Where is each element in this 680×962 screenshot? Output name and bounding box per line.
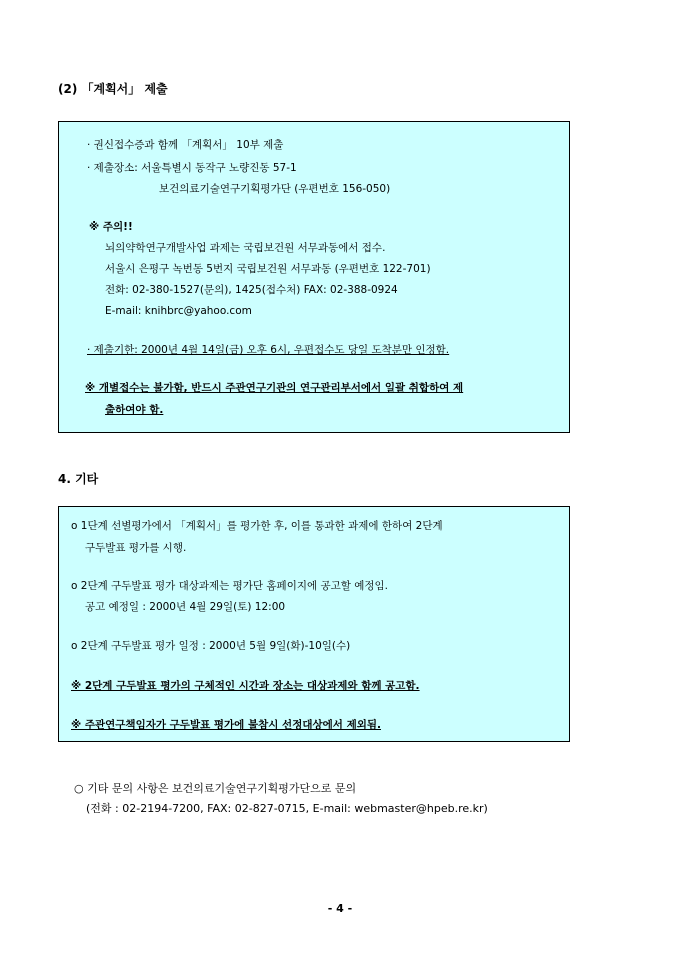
page-number: - 4 - (327, 902, 353, 915)
notice-line: 전화: 02-380-1527(문의), 1425(접수처) FAX: 02-388-0924 (105, 284, 398, 296)
plan-item-location-detail: 보건의료기술연구기획평가단 (우편번호 156-050) (159, 183, 391, 195)
plan-submission-box (58, 121, 570, 433)
etc-item: o 2단계 구두발표 평가 일정 : 2000년 5월 9일(화)-10일(수) (71, 640, 351, 652)
etc-item-cont: 공고 예정일 : 2000년 4월 29일(토) 12:00 (85, 601, 286, 613)
section-etc-heading: 4. 기타 (58, 472, 99, 486)
notice-line: 뇌의약학연구개발사업 과제는 국립보건원 서무과동에서 접수. (105, 242, 386, 254)
notice-email: E-mail: knihbrc@yahoo.com (105, 305, 252, 317)
etc-box (58, 506, 570, 742)
etc-item: o 1단계 선별평가에서 「계획서」를 평가한 후, 이를 통과한 과제에 한하여 2단계 (71, 520, 443, 532)
etc-note: ※ 주관연구책임자가 구두발표 평가에 불참시 선정대상에서 제외됨. (71, 719, 381, 731)
section-plan-heading: (2) 「계획서」 제출 (58, 82, 168, 96)
plan-deadline: · 제출기한: 2000년 4월 14일(금) 오후 6시, 우편접수도 당일 도착분만 인정함. (87, 344, 450, 356)
notice-line: 서울시 은평구 녹번동 5번지 국립보건원 서무과동 (우편번호 122-701) (105, 263, 431, 275)
plan-warning-cont: 출하여야 함. (105, 404, 164, 416)
notice-title: ※ 주의!! (89, 221, 133, 233)
etc-item-cont: 구두발표 평가를 시행. (85, 542, 187, 554)
plan-item-copies: · 권신접수증과 함께 「계획서」 10부 제출 (87, 139, 284, 151)
contact-details: (전화 : 02-2194-7200, FAX: 02-827-0715, E-mail: webmaster@hpeb.re.kr) (86, 802, 488, 815)
plan-warning: ※ 개별접수는 불가함, 반드시 주관연구기관의 연구관리부서에서 일괄 취합하여 제 (85, 382, 464, 394)
contact-line: ○ 기타 문의 사항은 보건의료기술연구기획평가단으로 문의 (74, 782, 357, 795)
etc-item: o 2단계 구두발표 평가 대상과제는 평가단 홈페이지에 공고할 예정임. (71, 580, 389, 592)
plan-item-location: · 제출장소: 서울특별시 동작구 노량진동 57-1 (87, 162, 297, 174)
etc-note: ※ 2단계 구두발표 평가의 구체적인 시간과 장소는 대상과제와 함께 공고함. (71, 680, 420, 692)
